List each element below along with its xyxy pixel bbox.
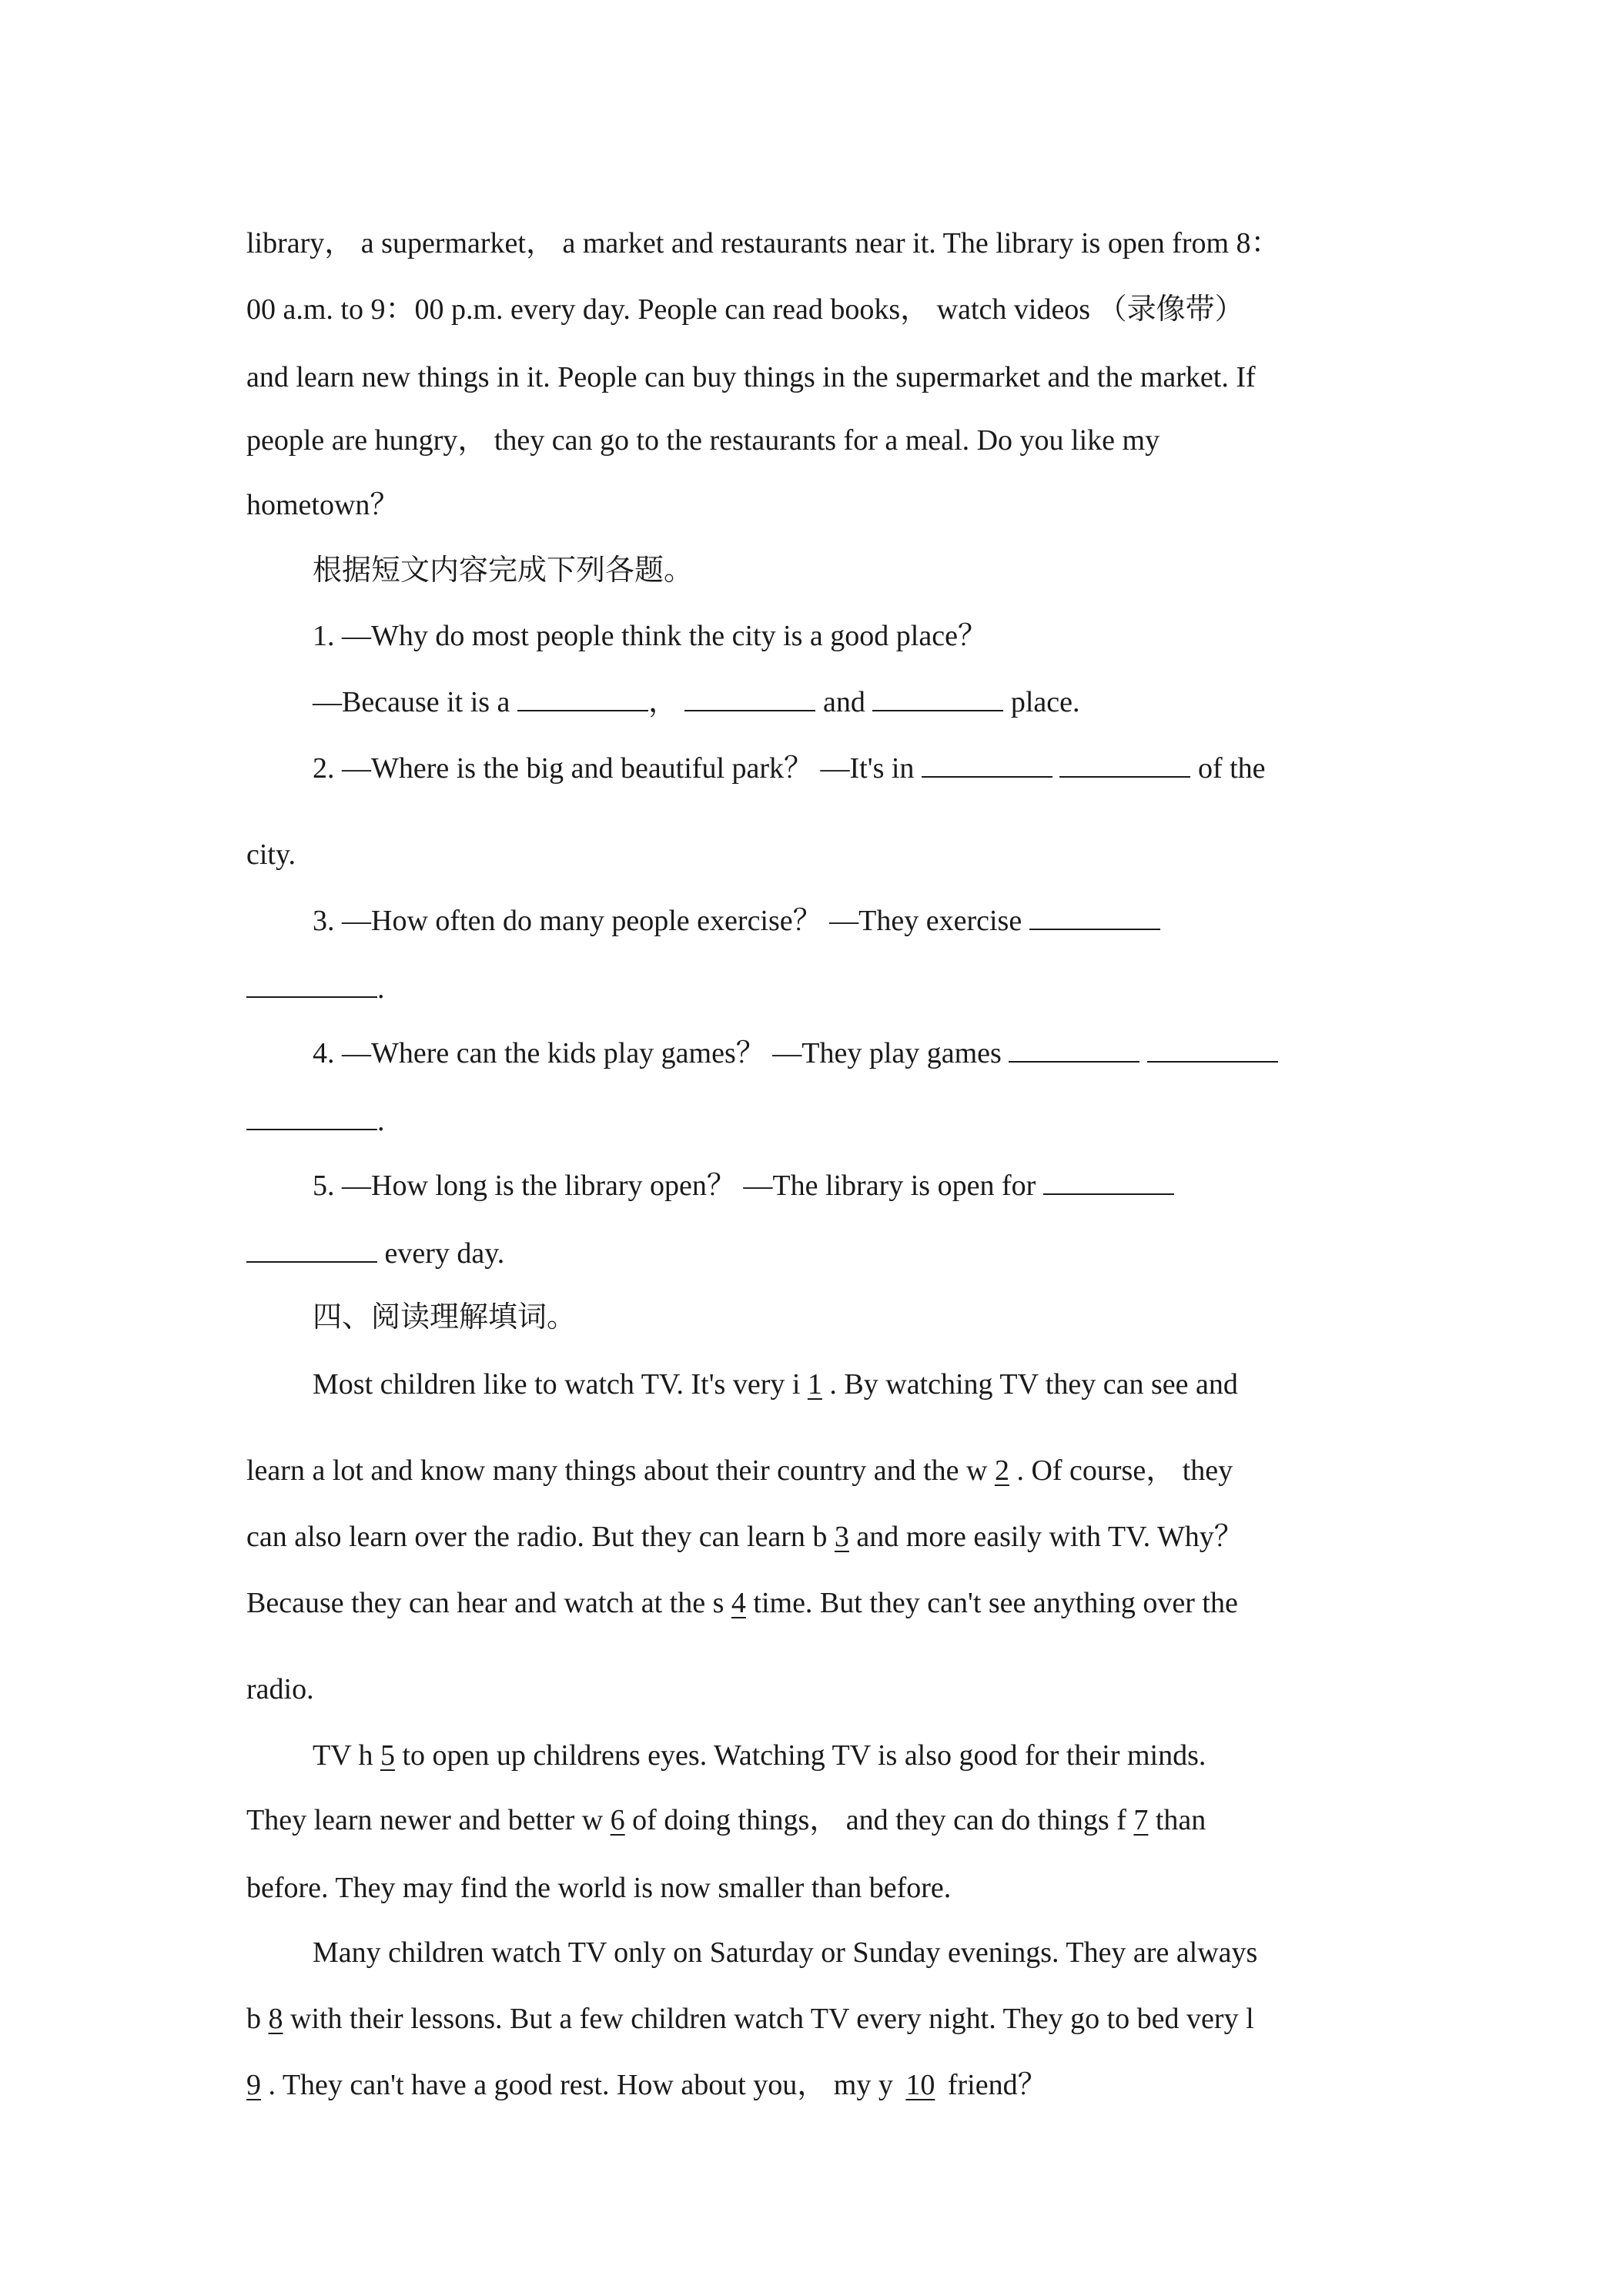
answer-blank[interactable] xyxy=(1029,905,1160,930)
cloze-line-6 xyxy=(313,1737,1206,1774)
question-3 xyxy=(313,902,1160,939)
passage-line-2: 00 a.m. to 9：00 p.m. every day. People can read books， watch videos （录像带） xyxy=(246,293,1244,326)
cloze-line-1 xyxy=(313,1366,1238,1403)
cloze-text: learn a lot and know many things about their country and the w xyxy=(246,1454,995,1487)
cloze-blank-number[interactable]: 4 xyxy=(731,1587,746,1619)
cloze-blank-number[interactable]: 9 xyxy=(246,2069,261,2101)
answer-blank[interactable] xyxy=(246,1106,377,1130)
cloze-text: with their lessons. But a few children watch TV every night. They go to bed very l xyxy=(283,2003,1254,2035)
cloze-text: . Of course， they xyxy=(1009,1454,1233,1487)
answer-blank[interactable] xyxy=(872,687,1003,711)
cloze-text: can also learn over the radio. But they can learn b xyxy=(246,1521,835,1553)
passage-line-5: hometown？ xyxy=(246,489,400,521)
answer-blank[interactable] xyxy=(246,973,377,998)
question-2-end: of the xyxy=(1190,752,1266,785)
cloze-text: of doing things， and they can do things f xyxy=(624,1804,1134,1836)
cloze-blank-number[interactable]: 6 xyxy=(610,1804,625,1836)
cloze-blank-number[interactable]: 5 xyxy=(380,1739,395,1772)
answer-1-sep: ， xyxy=(648,686,685,718)
cloze-text: than xyxy=(1148,1804,1206,1836)
question-4-end: . xyxy=(377,1105,385,1137)
passage-line-4: people are hungry， they can go to the restaurants for a meal. Do you like my xyxy=(246,424,1160,457)
cloze-blank-number[interactable]: 1 xyxy=(807,1368,822,1401)
question-2-wrap: city. xyxy=(246,838,296,871)
question-4-wrap xyxy=(246,1103,385,1140)
cloze-line-7 xyxy=(246,1802,1206,1839)
cloze-blank-number[interactable]: 8 xyxy=(268,2003,283,2035)
question-3-wrap xyxy=(246,970,385,1007)
question-5-text: 5. —How long is the library open？ —The library is open for xyxy=(313,1170,1043,1202)
cloze-blank-number[interactable]: 3 xyxy=(834,1521,849,1553)
cloze-line-9: Many children watch TV only on Saturday or Sunday evenings. They are always xyxy=(313,1936,1258,1969)
question-5-end: every day. xyxy=(377,1237,505,1270)
answer-blank[interactable] xyxy=(684,687,815,711)
answer-1 xyxy=(313,684,1079,721)
cloze-line-11 xyxy=(246,2067,1047,2104)
answer-blank[interactable] xyxy=(1059,753,1190,778)
question-1: 1. —Why do most people think the city is a good place？ xyxy=(313,620,987,652)
cloze-text: time. But they can't see anything over the xyxy=(745,1587,1238,1619)
cloze-line-10 xyxy=(246,2000,1254,2037)
cloze-blank-number[interactable]: 7 xyxy=(1133,1804,1149,1836)
question-3-text: 3. —How often do many people exercise？ —They exercise xyxy=(313,905,1029,937)
answer-1-text: —Because it is a xyxy=(313,686,517,718)
answer-blank[interactable] xyxy=(1009,1038,1139,1063)
cloze-text: to open up childrens eyes. Watching TV is also good for their minds. xyxy=(394,1739,1206,1772)
answer-blank[interactable] xyxy=(1147,1038,1278,1063)
cloze-text: friend？ xyxy=(940,2069,1047,2101)
section-4-heading: 四、阅读理解填词。 xyxy=(313,1300,577,1334)
cloze-text: b xyxy=(246,2003,269,2035)
cloze-blank-number[interactable]: 10 xyxy=(905,2069,935,2101)
answer-blank[interactable] xyxy=(246,1238,377,1263)
answer-1-and: and xyxy=(815,686,873,718)
section-instruction: 根据短文内容完成下列各题。 xyxy=(313,553,694,587)
cloze-text: and more easily with TV. Why？ xyxy=(848,1521,1243,1553)
answer-blank[interactable] xyxy=(1043,1170,1174,1195)
question-4 xyxy=(313,1035,1278,1072)
cloze-text: They learn newer and better w xyxy=(246,1804,611,1836)
passage-line-3: and learn new things in it. People can buy things in the supermarket and the market. If xyxy=(246,361,1256,393)
answer-1-end: place. xyxy=(1003,686,1080,718)
cloze-text: . By watching TV they can see and xyxy=(822,1368,1238,1401)
question-2-text: 2. —Where is the big and beautiful park？ —It's in xyxy=(313,752,922,785)
cloze-line-8: before. They may find the world is now smaller than before. xyxy=(246,1872,952,1904)
question-3-end: . xyxy=(377,972,385,1005)
cloze-line-4 xyxy=(246,1585,1238,1622)
cloze-text: . They can't have a good rest. How about you， my y xyxy=(261,2069,901,2101)
cloze-text: Because they can hear and watch at the s xyxy=(246,1587,731,1619)
cloze-line-2 xyxy=(246,1452,1233,1489)
passage-line-1: library， a supermarket， a market and restaurants near it. The library is open from 8： xyxy=(246,227,1280,259)
question-4-text: 4. —Where can the kids play games？ —They play games xyxy=(313,1037,1009,1069)
cloze-text: TV h xyxy=(313,1739,380,1772)
cloze-text: Most children like to watch TV. It's very i xyxy=(313,1368,808,1401)
answer-blank[interactable] xyxy=(517,687,648,711)
question-5-wrap xyxy=(246,1235,504,1272)
question-5 xyxy=(313,1167,1174,1204)
cloze-line-5: radio. xyxy=(246,1673,314,1705)
answer-blank[interactable] xyxy=(922,753,1052,778)
question-2 xyxy=(313,750,1266,787)
cloze-blank-number[interactable]: 2 xyxy=(994,1454,1009,1487)
cloze-line-3 xyxy=(246,1518,1243,1555)
